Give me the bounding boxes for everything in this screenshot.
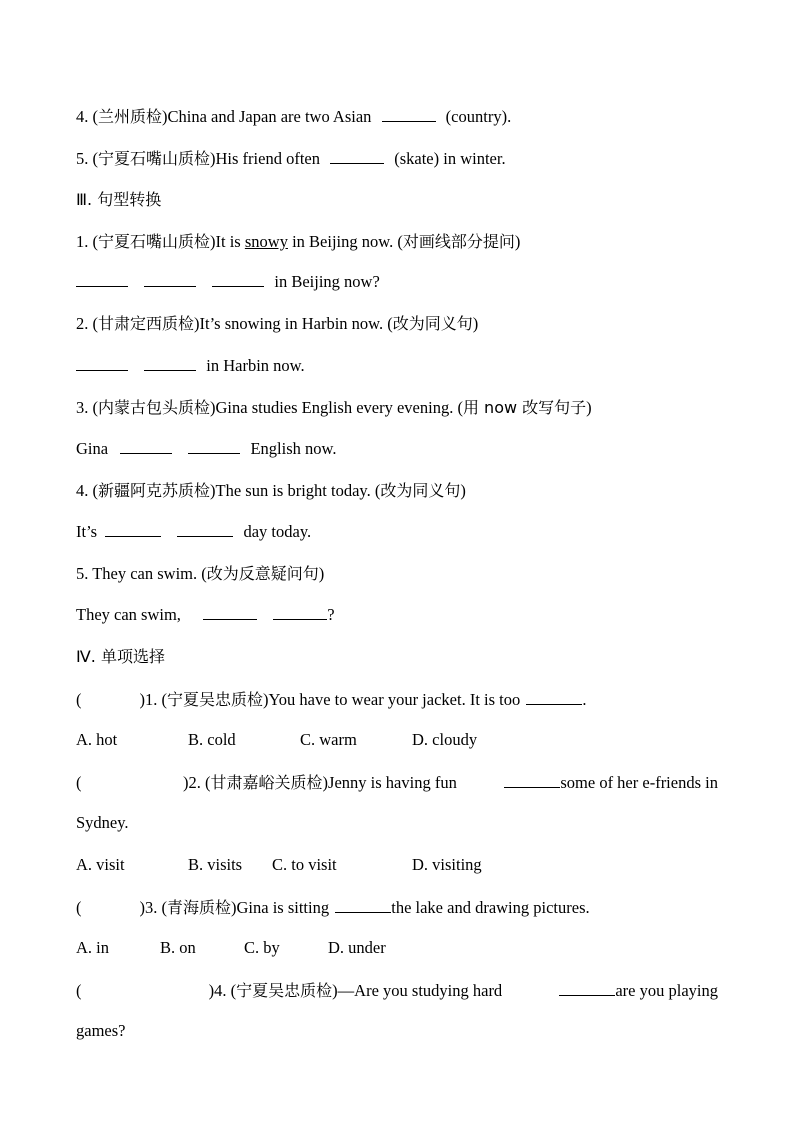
source-tag: 甘肃嘉峪关质检: [210, 773, 323, 792]
answer-blank[interactable]: [273, 604, 327, 620]
source-tag: 宁夏石嘴山质检: [98, 149, 211, 168]
option-b[interactable]: B. cold: [188, 730, 236, 749]
mc-question-2: ( )2. (甘肃嘉峪关质检)Jenny is having fun some of her e-friends in: [76, 773, 718, 792]
source-tag: 青海质检: [167, 898, 232, 917]
mc-question-2-cont: Sydney.: [76, 813, 129, 832]
transform-question-5: 5. They can swim. (改为反意疑问句): [76, 564, 325, 583]
option-c[interactable]: C. by: [244, 938, 280, 957]
answer-blank[interactable]: [76, 271, 128, 287]
mc-question-3: ( )3. (青海质检)Gina is sitting the lake and drawing pictures.: [76, 898, 590, 917]
answer-blank[interactable]: [120, 438, 172, 454]
mc-question-1: ( )1. (宁夏吴忠质检)You have to wear your jacket. It is too .: [76, 690, 587, 709]
answer-blank[interactable]: [504, 772, 560, 788]
option-b[interactable]: B. visits: [188, 855, 243, 874]
fill-question-5: 5. (宁夏石嘴山质检)His friend often (skate) in winter.: [76, 149, 506, 168]
source-tag: 宁夏吴忠质检: [167, 690, 264, 709]
underlined-word: snowy: [244, 232, 288, 251]
source-tag: 新疆阿克苏质检: [98, 481, 211, 500]
answer-blank[interactable]: [105, 521, 161, 537]
transform-answer-3: Gina English now.: [76, 439, 337, 458]
option-b[interactable]: B. on: [160, 938, 196, 957]
option-d[interactable]: D. visiting: [412, 855, 482, 874]
option-a[interactable]: A. hot: [76, 730, 118, 749]
option-d[interactable]: D. under: [328, 938, 386, 957]
transform-question-3: 3. (内蒙古包头质检)Gina studies English every evening. (用 now 改写句子): [76, 398, 592, 417]
answer-blank[interactable]: [559, 980, 615, 996]
transform-answer-5: They can swim, ?: [76, 605, 335, 624]
answer-blank[interactable]: [76, 355, 128, 371]
option-a[interactable]: A. in: [76, 938, 109, 957]
transform-question-2: 2. (甘肃定西质检)It’s snowing in Harbin now. (改为同义句): [76, 314, 479, 333]
instruction: 改为反意疑问句: [206, 564, 319, 583]
answer-blank[interactable]: [144, 355, 196, 371]
answer-paren-space[interactable]: [82, 690, 140, 705]
answer-blank[interactable]: [526, 689, 582, 705]
source-tag: 内蒙古包头质检: [98, 398, 211, 417]
answer-blank[interactable]: [335, 897, 391, 913]
answer-paren-space[interactable]: [82, 898, 140, 913]
mc-options-1: [76, 729, 718, 751]
transform-answer-4: It’s day today.: [76, 522, 312, 541]
source-tag: 甘肃定西质检: [98, 314, 195, 333]
mc-question-4: ( )4. (宁夏吴忠质检)—Are you studying hard are you playing: [76, 981, 718, 1000]
source-tag: 宁夏石嘴山质检: [98, 232, 211, 251]
answer-blank[interactable]: [330, 148, 384, 164]
answer-blank[interactable]: [203, 604, 257, 620]
option-d[interactable]: D. cloudy: [412, 730, 478, 749]
option-c[interactable]: C. warm: [300, 730, 357, 749]
answer-blank[interactable]: [188, 438, 240, 454]
source-tag: 宁夏吴忠质检: [236, 981, 333, 1000]
instruction: 用 now 改写句子: [462, 398, 587, 417]
answer-blank[interactable]: [177, 521, 233, 537]
answer-blank[interactable]: [212, 271, 264, 287]
section-title: Ⅳ. 单项选择: [76, 647, 165, 666]
instruction: 改为同义句: [392, 314, 473, 333]
transform-answer-1: in Beijing now?: [76, 271, 718, 293]
mc-question-4-cont: games?: [76, 1021, 126, 1040]
mc-options-3: [76, 937, 718, 959]
answer-blank[interactable]: [382, 106, 436, 122]
option-c[interactable]: C. to visit: [272, 855, 337, 874]
section-title: Ⅲ. 句型转换: [76, 190, 162, 209]
mc-options-2: [76, 854, 718, 876]
answer-blank[interactable]: [144, 271, 196, 287]
fill-question-4: 4. (兰州质检)China and Japan are two Asian (country).: [76, 107, 512, 126]
instruction: 改为同义句: [380, 481, 461, 500]
instruction: 对画线部分提问: [402, 232, 515, 251]
transform-answer-2: in Harbin now.: [76, 355, 718, 377]
option-a[interactable]: A. visit: [76, 855, 125, 874]
transform-question-1: 1. (宁夏石嘴山质检)It is snowy in Beijing now. (对画线部分提问): [76, 232, 521, 251]
transform-question-4: 4. (新疆阿克苏质检)The sun is bright today. (改为同义句): [76, 481, 466, 500]
source-tag: 兰州质检: [98, 107, 163, 126]
